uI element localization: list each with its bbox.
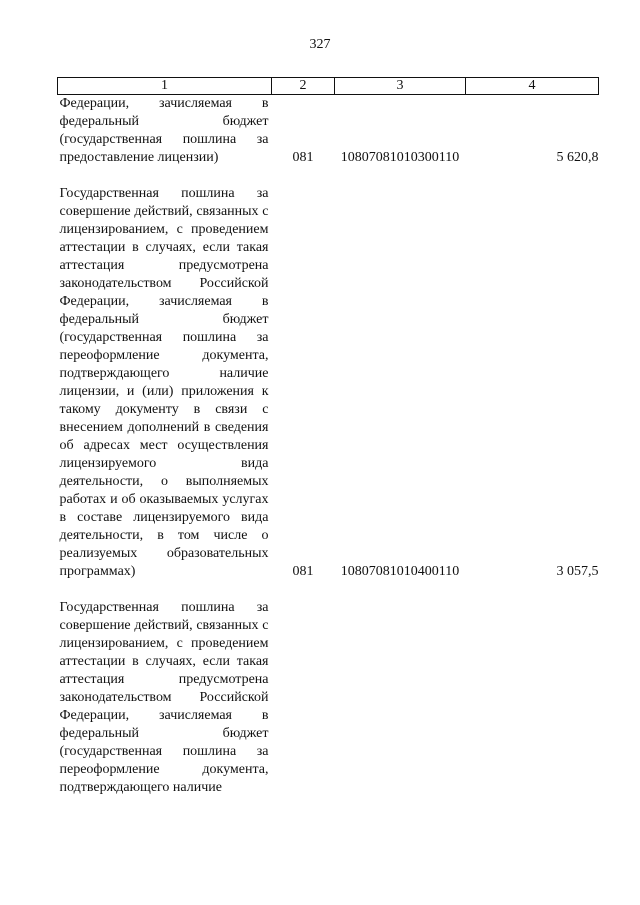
row-kbk-code: 10807081010400110	[340, 564, 460, 579]
column-header-1: 1	[58, 78, 272, 95]
row-admin-code	[272, 599, 335, 797]
row-admin-code: 081	[292, 150, 314, 165]
column-header-2: 2	[272, 78, 335, 95]
page-number: 327	[309, 37, 331, 52]
row-spacer	[58, 581, 599, 599]
column-header-3: 3	[335, 78, 466, 95]
row-admin-code: 081	[292, 564, 314, 579]
row-amount: 5 620,8	[556, 150, 599, 165]
table-header-row	[58, 78, 599, 95]
budget-table	[57, 77, 599, 797]
row-description: Государственная пошлина за совершение действий, связанных с лицензированием, с проведением аттестации в случаях, если такая аттестация предусмотрена законодательством Российской Федерации, зачисляемая в федеральный бюджет (государственная пошлина за переоформление документа, подтверждающего наличие	[59, 600, 269, 795]
row-amount	[466, 599, 599, 797]
row-kbk-code	[335, 599, 466, 797]
table-row	[58, 95, 599, 168]
column-header-4: 4	[466, 78, 599, 95]
table-row	[58, 599, 599, 797]
row-description: Федерации, зачисляемая в федеральный бюджет (государственная пошлина за предоставление лицензии)	[59, 96, 269, 165]
row-description: Государственная пошлина за совершение действий, связанных с лицензированием, с проведением аттестации в случаях, если такая аттестация предусмотрена законодательством Российской Федерации, зачисляемая в федеральный бюджет (государственная пошлина за переоформление документа, подтверждающего наличие лицензии, и (или) приложения к такому документу в связи с внесением дополнений в сведения об адресах мест осуществления лицензируемого вида деятельности, о выполняемых работах и об оказываемых услугах в составе лицензируемого вида деятельности, в том числе о реализуемых образовательных программах)	[59, 186, 269, 579]
row-spacer	[58, 167, 599, 185]
row-amount: 3 057,5	[556, 564, 599, 579]
row-kbk-code: 10807081010300110	[340, 150, 460, 165]
table-row	[58, 185, 599, 581]
